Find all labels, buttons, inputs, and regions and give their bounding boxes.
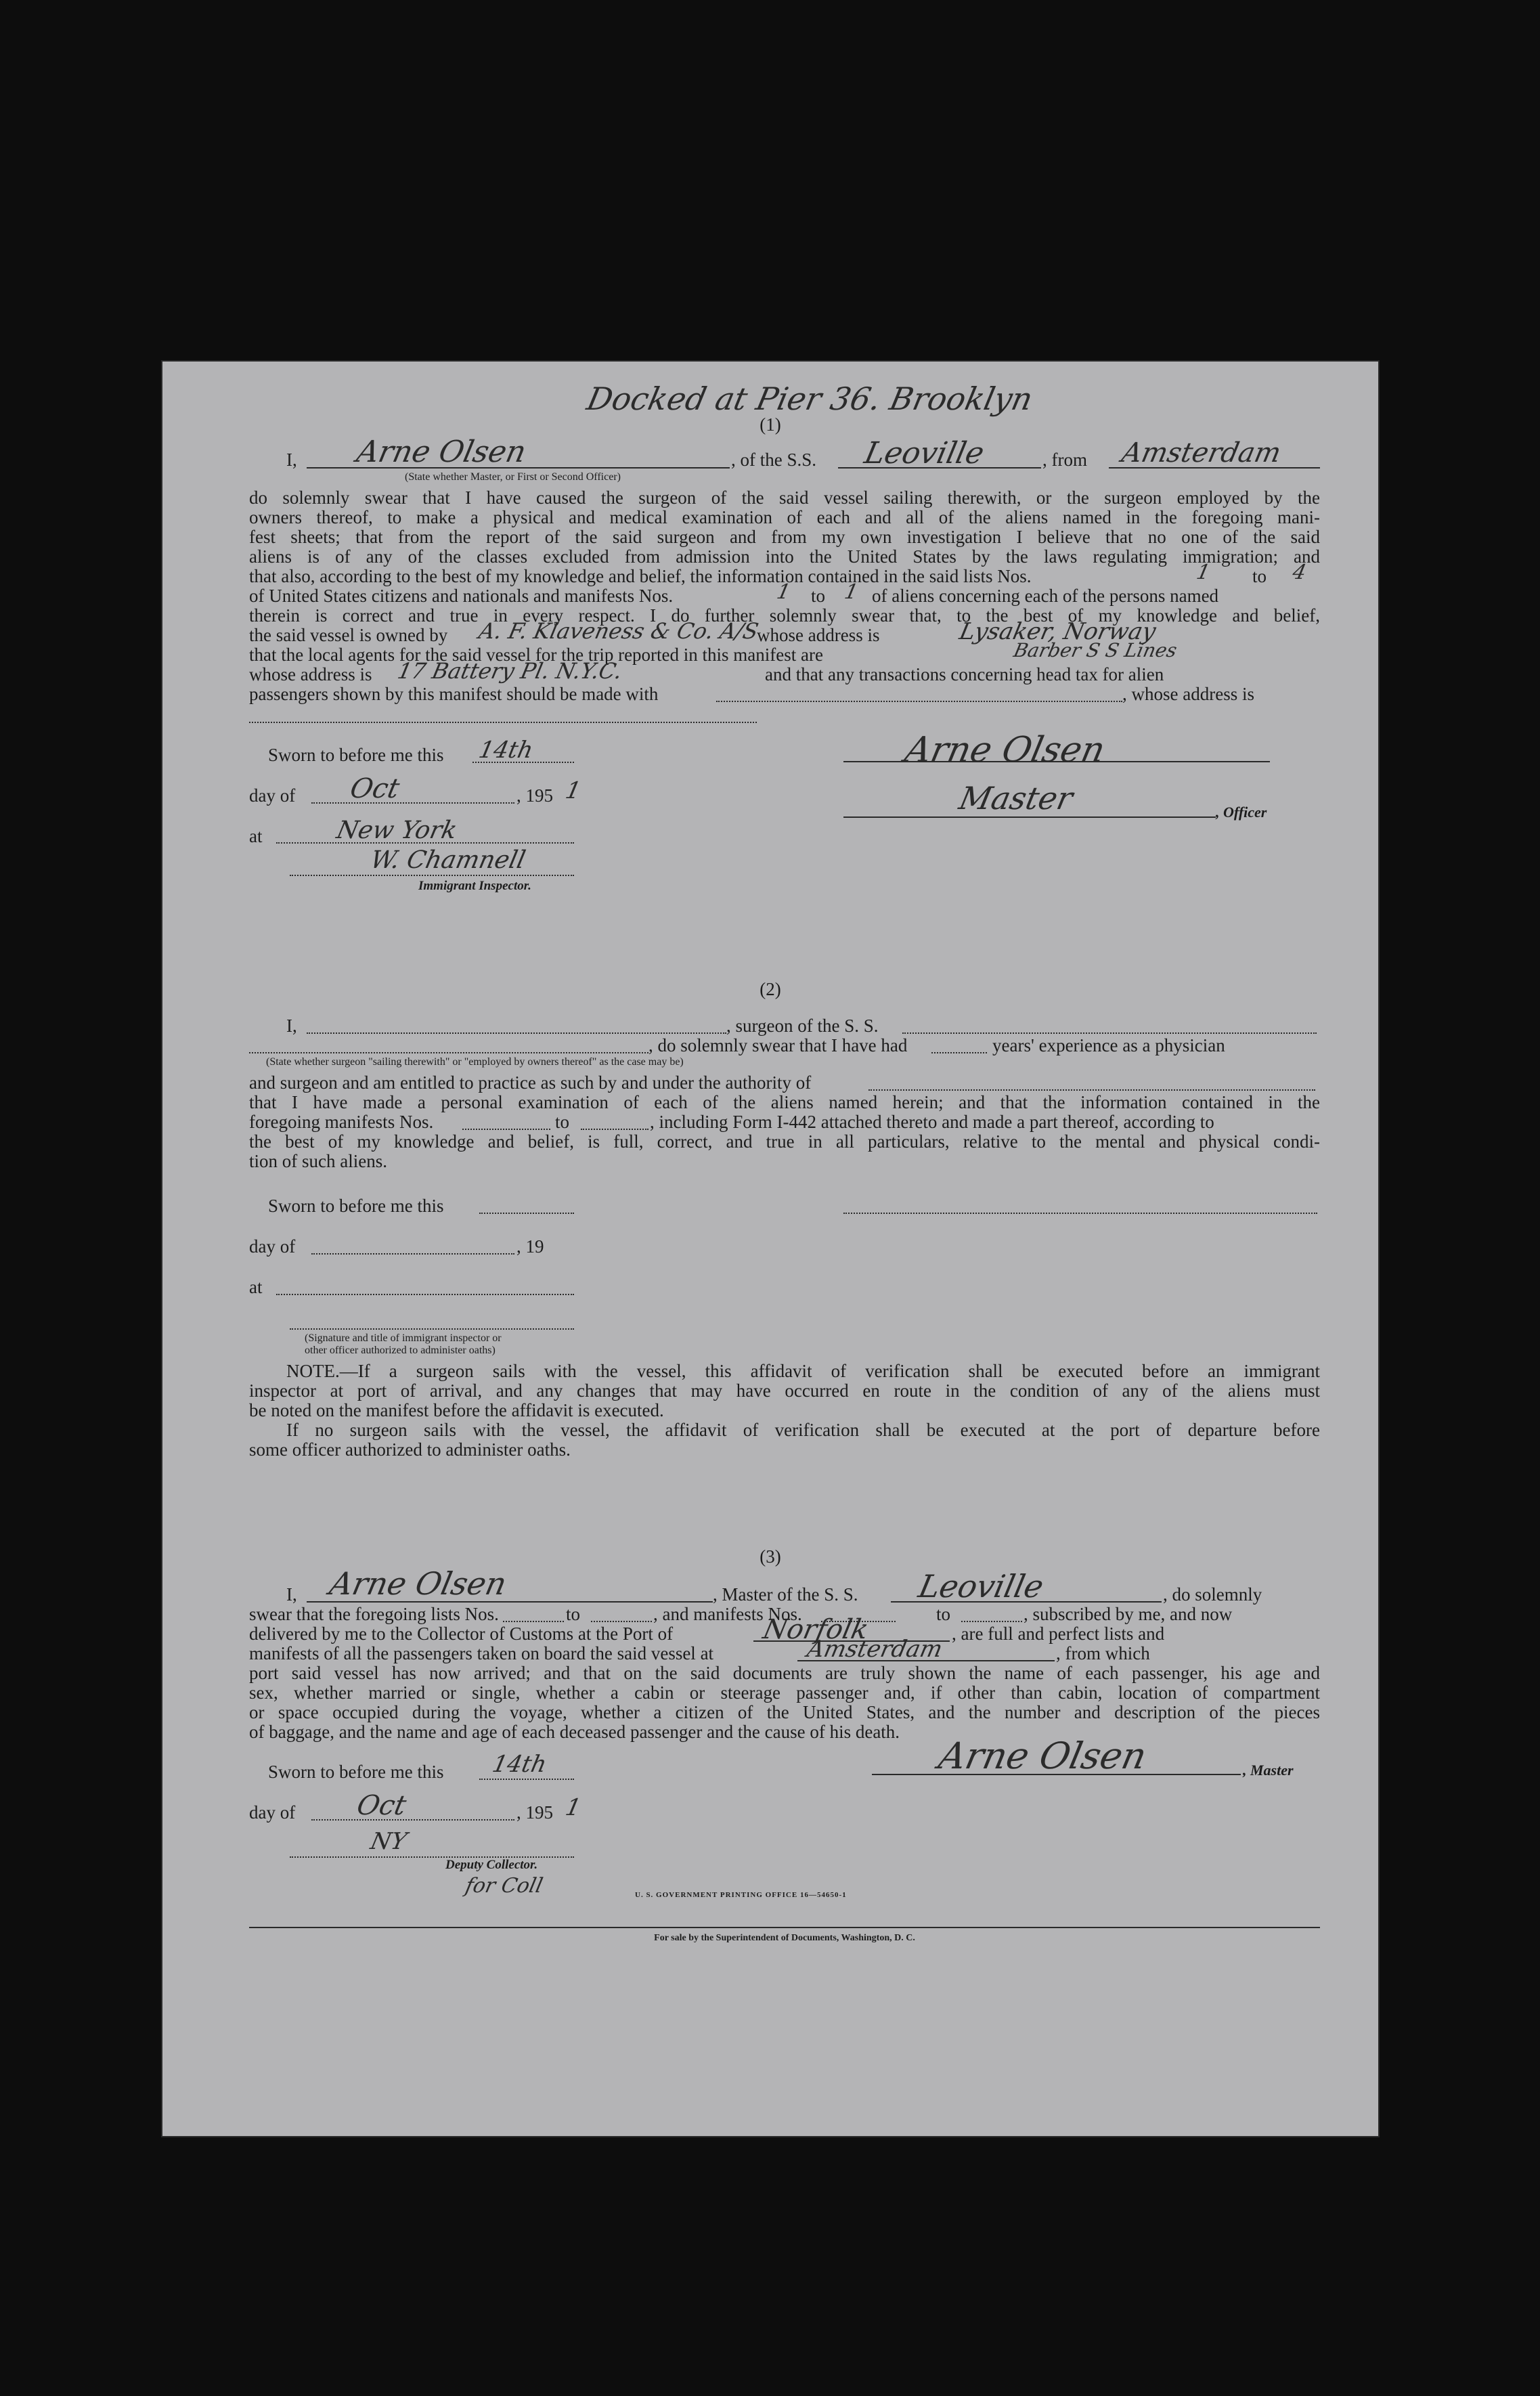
s1-lists-to-word: to — [1252, 566, 1267, 586]
s1-para-8b: whose address is — [757, 625, 880, 645]
s3-para-2b: , are full and perfect lists and — [952, 1624, 1165, 1644]
s1-i: I, — [286, 450, 297, 470]
s2-name-line — [307, 1032, 726, 1034]
s2-at: at — [249, 1277, 263, 1297]
s1-para-8a: the said vessel is owned by — [249, 625, 448, 645]
s2-para-4: the best of my knowledge and belief, is full, correct, and true in all particulars, relative to the mental and physical condi- — [249, 1131, 1320, 1152]
s1-title-line — [843, 816, 1216, 818]
section-3-number: (3) — [760, 1546, 781, 1567]
s1-address-line — [249, 722, 757, 723]
s1-inspector-caption: Immigrant Inspector. — [418, 879, 531, 893]
s1-sworn-day: 14th — [476, 737, 536, 764]
s1-ship: Leoville — [861, 436, 988, 471]
s1-month-line — [311, 802, 514, 804]
s3-i: I, — [286, 1584, 297, 1605]
s3-para-1b: , and manifests Nos. — [653, 1604, 802, 1624]
s1-para-4: aliens is of any of the classes excluded from admission into the United States by the laws regulating immigration; and — [249, 546, 1320, 567]
s2-para-5: tion of such aliens. — [249, 1151, 387, 1171]
s1-para-2: owners thereof, to make a physical and medical examination of each and all of the aliens named in the foregoing mani- — [249, 507, 1320, 527]
s2-note-para-5: some officer authorized to administer oaths. — [249, 1439, 571, 1460]
footer-text: For sale by the Superintendent of Documents, Washington, D. C. — [654, 1933, 915, 1943]
s2-para-3-to: to — [555, 1112, 570, 1132]
s3-para-1-to2: to — [936, 1604, 951, 1624]
s3-para-7: of baggage, and the name and age of each deceased passenger and the cause of his death. — [249, 1722, 900, 1742]
s1-inspector-line — [290, 875, 574, 876]
s2-para-3a: foregoing manifests Nos. — [249, 1112, 434, 1132]
s2-place-line — [276, 1294, 574, 1295]
s3-list-from-line — [503, 1621, 564, 1622]
s3-departure: Amsterdam — [804, 1636, 945, 1663]
s1-lists-from: 1 — [1194, 561, 1212, 584]
s2-vessel-line — [902, 1032, 1317, 1034]
manifest-page — [161, 360, 1380, 2137]
s2-para-1: and surgeon and am entitled to practice as such by and under the authority of — [249, 1072, 812, 1093]
s2-note-para-2: inspector at port of arrival, and any changes that may have occurred en route in the condition of any of the aliens must — [249, 1380, 1320, 1401]
s1-day-of: day of — [249, 785, 296, 806]
s3-gpo-imprint: U. S. GOVERNMENT PRINTING OFFICE 16—54650-1 — [635, 1891, 847, 1899]
s2-manifest-to-line — [581, 1129, 648, 1130]
s2-manifest-from-line — [462, 1129, 550, 1130]
s3-collector-caption: Deputy Collector. — [445, 1858, 538, 1872]
section-2-number: (2) — [760, 979, 781, 999]
s2-sworn-line — [479, 1213, 574, 1214]
s3-collector-initials: NY — [368, 1828, 410, 1855]
s1-agents: Barber S S Lines — [1011, 639, 1179, 661]
s1-para-10b: and that any transactions concerning head tax for alien — [765, 664, 1164, 684]
s1-signature-line — [843, 761, 1270, 762]
s2-years-line — [931, 1052, 987, 1053]
s1-sworn: Sworn to before me this — [268, 745, 444, 765]
s1-of-ss: , of the S.S. — [731, 450, 817, 470]
s3-sworn-day: 14th — [489, 1751, 550, 1778]
s2-month-line — [311, 1253, 514, 1255]
s3-collector-note: for Coll — [463, 1874, 545, 1898]
s3-day-of: day of — [249, 1802, 296, 1823]
s3-para-2a: delivered by me to the Collector of Customs at the Port of — [249, 1624, 674, 1644]
s1-manifests-to-word: to — [811, 586, 826, 606]
s3-para-4: port said vessel has now arrived; and that on the said documents are truly shown the name of each passenger, his age and — [249, 1663, 1320, 1683]
s1-port-line — [1109, 467, 1320, 469]
s3-month: Oct — [354, 1790, 410, 1821]
s1-agents-address: 17 Battery Pl. N.Y.C. — [395, 658, 625, 684]
s2-inspector-line — [290, 1328, 574, 1330]
s1-master-name: Arne Olsen — [353, 435, 529, 469]
s3-departure-line — [797, 1660, 1055, 1661]
s1-place-line — [276, 842, 574, 844]
s3-sworn-line — [479, 1779, 574, 1780]
s3-master-of: , Master of the S. S. — [713, 1584, 858, 1605]
s1-para-9a: that the local agents for the said vessel for the trip reported in this manifest are — [249, 645, 823, 665]
s2-note-para-3: be noted on the manifest before the affidavit is executed. — [249, 1400, 664, 1420]
s2-signature-line — [843, 1213, 1317, 1214]
s2-sworn: Sworn to before me this — [268, 1196, 444, 1216]
s1-master-title: Master — [956, 780, 1076, 816]
s1-officer-caption: , Officer — [1216, 804, 1267, 821]
s1-port: Amsterdam — [1119, 437, 1284, 469]
s1-master-signature: Arne Olsen — [901, 730, 1109, 770]
s1-para-7: therein is correct and true in every respect. I do further solemnly swear that, to the best of my knowledge and belief, — [249, 605, 1320, 626]
s1-para-11b: , whose address is — [1122, 684, 1254, 704]
s1-para-5: that also, according to the best of my knowledge and belief, the information contained in the said lists Nos. — [249, 566, 1032, 586]
s3-name: Arne Olsen — [326, 1565, 510, 1602]
s2-note-para-1: NOTE.—If a surgeon sails with the vessel, this affidavit of verification shall be executed before an immigrant — [286, 1361, 1320, 1381]
s2-para-2: that I have made a personal examination of each of the aliens named herein; and that the information contained in the — [249, 1092, 1320, 1112]
s3-name-line — [307, 1601, 713, 1603]
s3-ship-line — [891, 1601, 1162, 1603]
s1-para-6b: of aliens concerning each of the persons named — [872, 586, 1219, 606]
section-1-number: (1) — [760, 414, 781, 435]
s3-para-3a: manifests of all the passengers taken on board the said vessel at — [249, 1643, 714, 1663]
s1-at: at — [249, 826, 263, 846]
s3-para-1a: swear that the foregoing lists Nos. — [249, 1604, 499, 1624]
s2-note: (State whether surgeon "sailing therewith" or "employed by owners thereof" as the case may be) — [266, 1056, 684, 1068]
s1-owner-address: Lysaker, Norway — [956, 618, 1159, 645]
s1-manifests-to: 1 — [842, 580, 860, 604]
s2-authority-line — [868, 1089, 1315, 1091]
s1-year: 1 — [563, 777, 584, 804]
s3-list-to-line — [591, 1621, 652, 1622]
s1-month: Oct — [347, 773, 403, 804]
s1-lists-to: 4 — [1290, 561, 1308, 584]
s2-para-3b: , including Form I-442 attached thereto and made a part thereof, according to — [650, 1112, 1214, 1132]
footer-rule — [249, 1927, 1320, 1928]
s3-master-caption: , Master — [1243, 1762, 1294, 1779]
s3-para-5: sex, whether married or single, whether a cabin or steerage passenger and, if other than cabin, location of compartment — [249, 1682, 1320, 1703]
s1-inspector-signature: W. Chamnell — [368, 846, 528, 874]
s3-para-1-to: to — [566, 1604, 581, 1624]
s2-years: years' experience as a physician — [992, 1035, 1225, 1055]
s1-from: , from — [1042, 450, 1087, 470]
s1-manifests-from: 1 — [774, 580, 793, 604]
s1-sworn-line — [472, 762, 574, 763]
s1-para-1: do solemnly swear that I have caused the surgeon of the said vessel sailing therewith, or the surgeon employed by the — [249, 487, 1320, 508]
s3-sworn: Sworn to before me this — [268, 1762, 444, 1782]
docked-annotation: Docked at Pier 36. Brooklyn — [584, 380, 1036, 417]
s2-surgeon-of: , surgeon of the S. S. — [726, 1016, 879, 1036]
s2-sig-note-2: other officer authorized to administer oaths) — [305, 1345, 496, 1356]
s2-year: , 19 — [516, 1236, 544, 1257]
s1-owner: A. F. Klaveness & Co. A/S — [476, 618, 761, 644]
s3-signature-line — [872, 1774, 1241, 1775]
s3-port: Norfolk — [760, 1614, 872, 1645]
s2-status-line — [249, 1052, 648, 1053]
s3-solemnly: , do solemnly — [1163, 1584, 1262, 1605]
s3-manifest-to-line — [961, 1621, 1022, 1622]
s2-swear: , do solemnly swear that I have had — [648, 1035, 908, 1055]
s3-year-prefix: , 195 — [516, 1802, 553, 1823]
s2-note-para-4: If no surgeon sails with the vessel, the affidavit of verification shall be executed at the port of departure before — [286, 1420, 1320, 1440]
s1-place: New York — [334, 816, 460, 844]
s1-ship-line — [838, 467, 1041, 469]
s3-para-3b: , from which — [1056, 1643, 1150, 1663]
s2-sig-note-1: (Signature and title of immigrant inspector or — [305, 1332, 502, 1344]
s1-para-3: fest sheets; that from the report of the said surgeon and from my own investigation I believe that no one of the said — [249, 527, 1320, 547]
s1-para-6a: of United States citizens and nationals and manifests Nos. — [249, 586, 674, 606]
s3-year: 1 — [563, 1794, 584, 1821]
s1-year-prefix: , 195 — [516, 785, 553, 806]
s1-headtax-line — [716, 701, 1122, 702]
s3-para-6: or space occupied during the voyage, whether a citizen of the United States, and the number and description of the pieces — [249, 1702, 1320, 1722]
s3-month-line — [311, 1819, 514, 1821]
s3-master-signature: Arne Olsen — [935, 1735, 1151, 1777]
s1-role-note: (State whether Master, or First or Second Officer) — [405, 471, 621, 483]
s2-i: I, — [286, 1016, 297, 1036]
s3-ship: Leoville — [915, 1568, 1047, 1605]
s3-para-1c: , subscribed by me, and now — [1024, 1604, 1233, 1624]
s1-para-11a: passengers shown by this manifest should be made with — [249, 684, 659, 704]
s2-day-of: day of — [249, 1236, 296, 1257]
s1-para-10a: whose address is — [249, 664, 372, 684]
